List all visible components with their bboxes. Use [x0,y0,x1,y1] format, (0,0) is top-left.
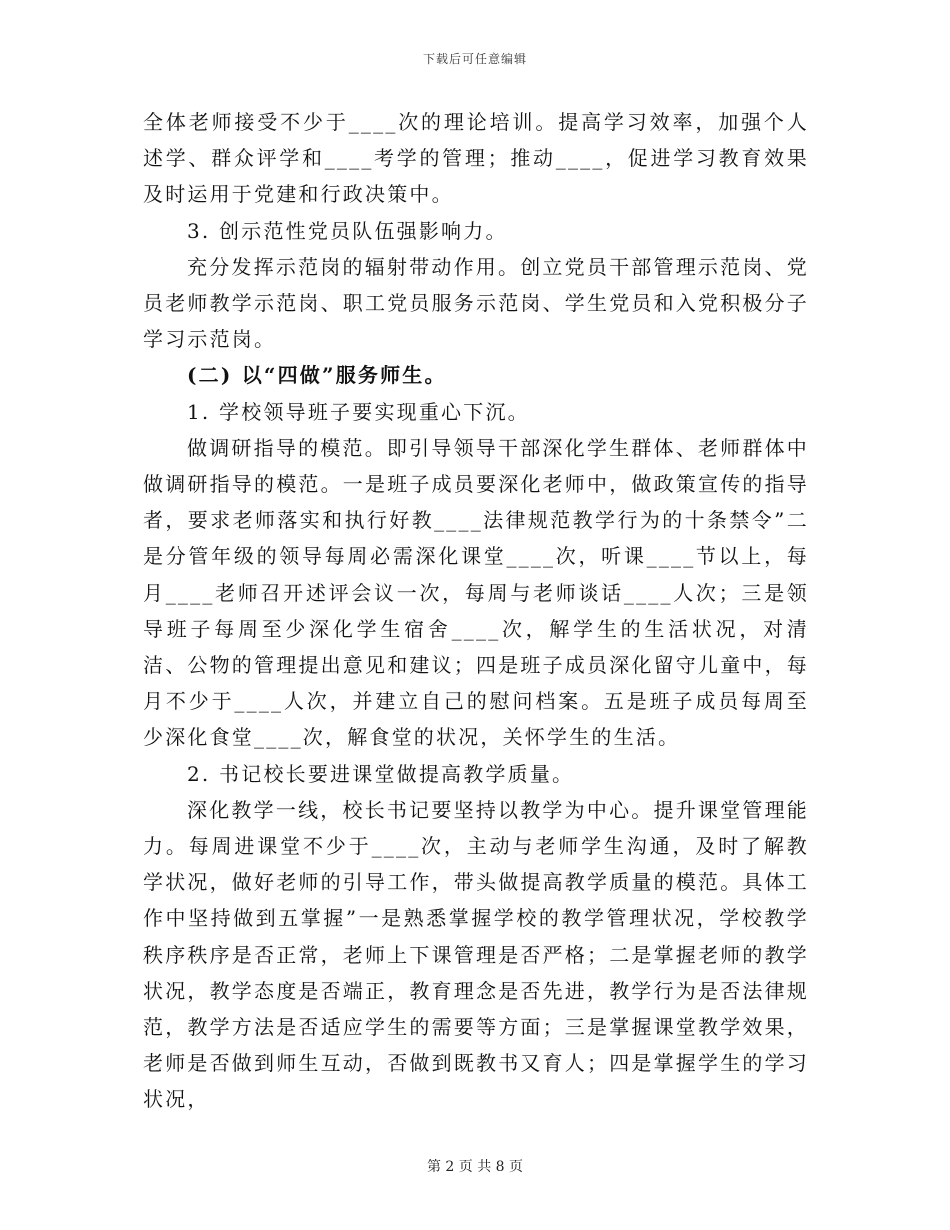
paragraph-1: 做调研指导的模范。即引导领导干部深化学生群体、老师群体中做调研指导的模范。一是班子成员要深化老师中，做政策宣传的指导者，要求老师落实和执行好教____法律规范教学行为的十条禁令”二是分管年级的领导每周必需深化课堂____次，听课____节以上，每月____老师召开述评会议一次，每周与老师谈话____人次；三是领导班子每周至少深化学生宿舍____次，解学生的生活状况，对清洁、公物的管理提出意见和建议；四是班子成员深化留守儿童中，每月不少于____人次，并建立自己的慰问档案。五是班子成员每周至少深化食堂____次，解食堂的状况，关怀学生的生活。 [143,435,809,750]
document-body [143,104,809,1118]
subheading-2: 2. 书记校长要进课堂做提高教学质量。 [187,761,575,786]
page-footer: 第 2 页 共 8 页 [426,1159,524,1175]
paragraph-continuation: 全体老师接受不少于____次的理论培训。提高学习效率，加强个人述学、群众评学和____考学的管理；推动____，促进学习教育效果及时运用于党建和行政决策中。 [143,110,809,207]
page-header: 下载后可任意编辑 [422,52,527,66]
section-heading-2: (二) 以“四做”服务师生。 [187,363,447,388]
subheading-1: 1. 学校领导班子要实现重心下沉。 [187,399,530,424]
paragraph-3: 充分发挥示范岗的辐射带动作用。创立党员干部管理示范岗、党员老师教学示范岗、职工党员服务示范岗、学生党员和入党积极分子学习示范岗。 [143,254,809,352]
subheading-3: 3. 创示范性党员队伍强影响力。 [187,218,508,243]
paragraph-2: 深化教学一线，校长书记要坚持以教学为中心。提升课堂管理能力。每周进课堂不少于____次，主动与老师学生沟通，及时了解教学状况，做好老师的引导工作，带头做提高教学质量的模范。具体工作中坚持做到五掌握”一是熟悉掌握学校的教学管理状况，学校教学秩序秩序是否正常，老师上下课管理是否严格；二是掌握老师的教学状况，教学态度是否端正，教育理念是否先进，教学行为是否法律规范，教学方法是否适应学生的需要等方面；三是掌握课堂教学效果，老师是否做到师生互动，否做到既教书又育人；四是掌握学生的学习状况， [143,797,809,1112]
